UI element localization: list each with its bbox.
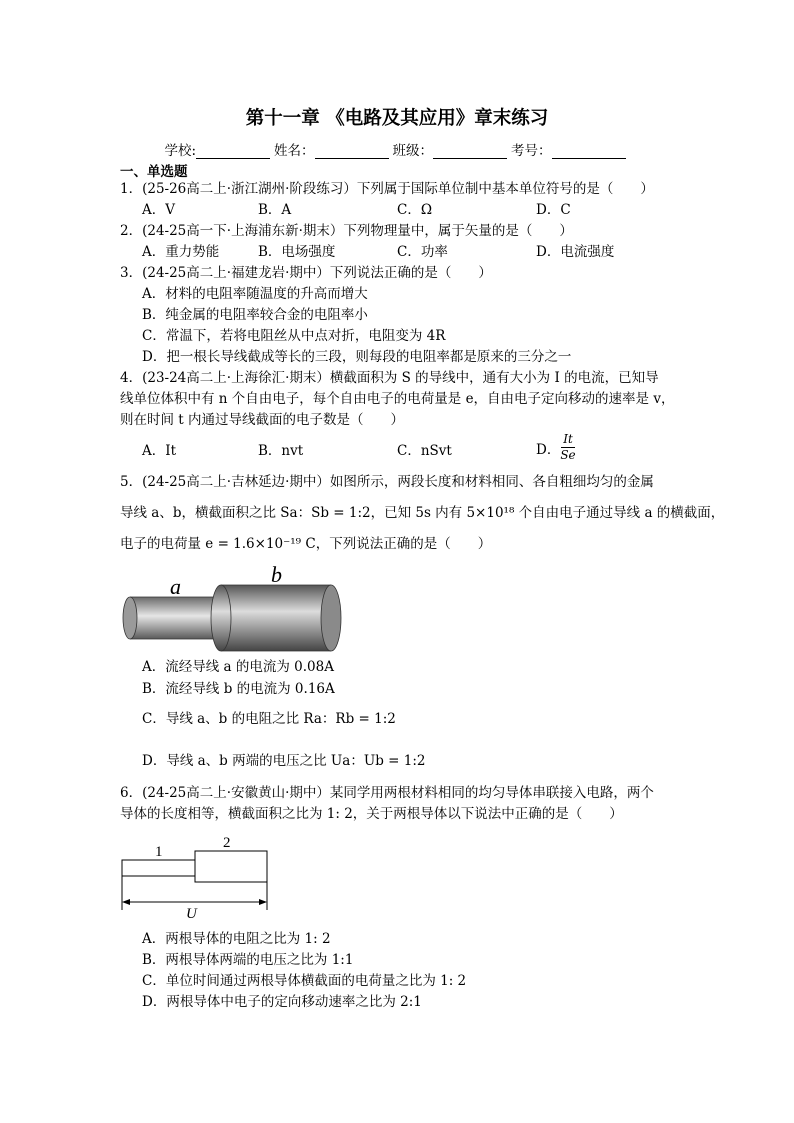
exam-no-label: 考号：	[511, 143, 552, 159]
q2-stem: 2．(24-25高一下·上海浦东新·期末）下列物理量中，属于矢量的是（ ）	[120, 223, 573, 239]
q6-option-d[interactable]: D．两根导体中电子的定向移动速率之比为 2:1	[142, 994, 422, 1010]
q4-option-d-fraction	[560, 432, 575, 463]
wire-b-label: b	[271, 562, 282, 587]
q1-option-a[interactable]: A．V	[142, 202, 175, 218]
q6-option-a[interactable]: A．两根导体的电阻之比为 1: 2	[142, 931, 331, 947]
q1-option-c[interactable]: C．Ω	[397, 202, 433, 218]
class-label: 班级：	[392, 143, 434, 159]
q4-option-d[interactable]	[536, 432, 576, 463]
q6-line1: 6．(24-25高二上·安徽黄山·期中）某同学用两根材料相同的均匀导体串联接入电路，两个	[120, 785, 654, 801]
voltage-label: U	[186, 906, 197, 920]
q6-line2: 导体的长度相等，横截面积之比为 1: 2，关于两根导体以下说法中正确的是（ ）	[120, 806, 623, 822]
exam-no-blank[interactable]	[552, 144, 626, 159]
q2-option-c[interactable]: C．功率	[397, 244, 448, 260]
conductor-1-label: 1	[155, 844, 163, 860]
q1-option-b[interactable]: B．A	[258, 202, 292, 218]
q3-option-d[interactable]: D．把一根长导线截成等长的三段，则每段的电阻率都是原来的三分之一	[142, 349, 572, 365]
q2-option-b[interactable]: B．电场强度	[258, 244, 336, 260]
q3-option-b[interactable]: B．纯金属的电阻率较合金的电阻率小	[142, 307, 368, 323]
q6-option-b[interactable]: B．两根导体两端的电压之比为 1:1	[142, 952, 354, 968]
q3-stem: 3．(24-25高二上·福建龙岩·期中）下列说法正确的是（ ）	[120, 265, 492, 281]
q3-option-c[interactable]: C．常温下，若将电阻丝从中点对折，电阻变为 4R	[142, 328, 446, 344]
q4-option-d-prefix: D．	[536, 441, 561, 458]
q4-option-a[interactable]: A．It	[142, 443, 177, 459]
wire-a-label: a	[170, 574, 181, 599]
school-label: 学校:	[164, 143, 197, 159]
conductor-1	[122, 860, 195, 876]
conductor-2-label: 2	[223, 835, 231, 851]
q5-line3: 电子的电荷量 e = 1.6×10⁻¹⁹ C，下列说法正确的是（ ）	[120, 536, 492, 552]
q1-stem: 1．(25-26高二上·浙江湖州·阶段练习）下列属于国际单位制中基本单位符号的是（ ）	[120, 181, 654, 197]
conductor-2	[195, 851, 267, 882]
q4-line1: 4．(23-24高二上·上海徐汇·期末）横截面积为 S 的导线中，通有大小为 I 的电流，已知导	[120, 370, 659, 386]
name-blank[interactable]	[315, 144, 389, 159]
q4-option-c[interactable]: C．nSvt	[397, 443, 452, 459]
q1-option-d[interactable]: D．C	[536, 202, 571, 218]
class-blank[interactable]	[433, 144, 507, 159]
school-blank[interactable]	[196, 144, 270, 159]
q5-wire-figure	[118, 560, 348, 660]
q5-option-c[interactable]: C．导线 a、b 的电阻之比 Ra：Rb = 1:2	[142, 711, 396, 727]
q5-line2: 导线 a、b，横截面积之比 Sa：Sb = 1:2，已知 5s 内有 5×10¹⁸ 个自由电子通过导线 a 的横截面，	[120, 505, 725, 521]
q5-option-a[interactable]: A．流经导线 a 的电流为 0.08A	[142, 659, 334, 675]
wire-b-end	[211, 585, 231, 651]
q5-option-b[interactable]: B．流经导线 b 的电流为 0.16A	[142, 681, 335, 697]
q4-option-b[interactable]: B．nvt	[258, 443, 304, 459]
section-title: 一、单选题	[120, 164, 188, 180]
q4-fraction-denominator: Se	[560, 448, 576, 462]
wire-b-body	[221, 585, 331, 651]
q2-option-a[interactable]: A．重力势能	[142, 244, 220, 260]
student-info-line	[0, 139, 794, 159]
q5-line1: 5．(24-25高二上·吉林延边·期中）如图所示，两段长度和材料相同、各自粗细均匀的金属	[120, 474, 654, 490]
q6-option-c[interactable]: C．单位时间通过两根导体横截面的电荷量之比为 1: 2	[142, 973, 467, 989]
page-title: 第十一章 《电路及其应用》章末练习	[245, 108, 549, 129]
q4-line3: 则在时间 t 内通过导线截面的电子数是（ ）	[120, 412, 405, 428]
q2-option-d[interactable]: D．电流强度	[536, 244, 615, 260]
q4-line2: 线单位体积中有 n 个自由电子，每个自由电子的电荷量是 e，自由电子定向移动的速率是 v，	[120, 391, 675, 407]
q4-fraction-numerator: It	[563, 432, 573, 446]
wire-a-end	[123, 597, 137, 639]
q5-option-d[interactable]: D．导线 a、b 两端的电压之比 Ua：Ub = 1:2	[142, 753, 426, 769]
name-label: 姓名：	[274, 143, 315, 159]
q3-option-a[interactable]: A．材料的电阻率随温度的升高而增大	[142, 286, 368, 302]
q6-conductor-figure	[118, 830, 278, 920]
